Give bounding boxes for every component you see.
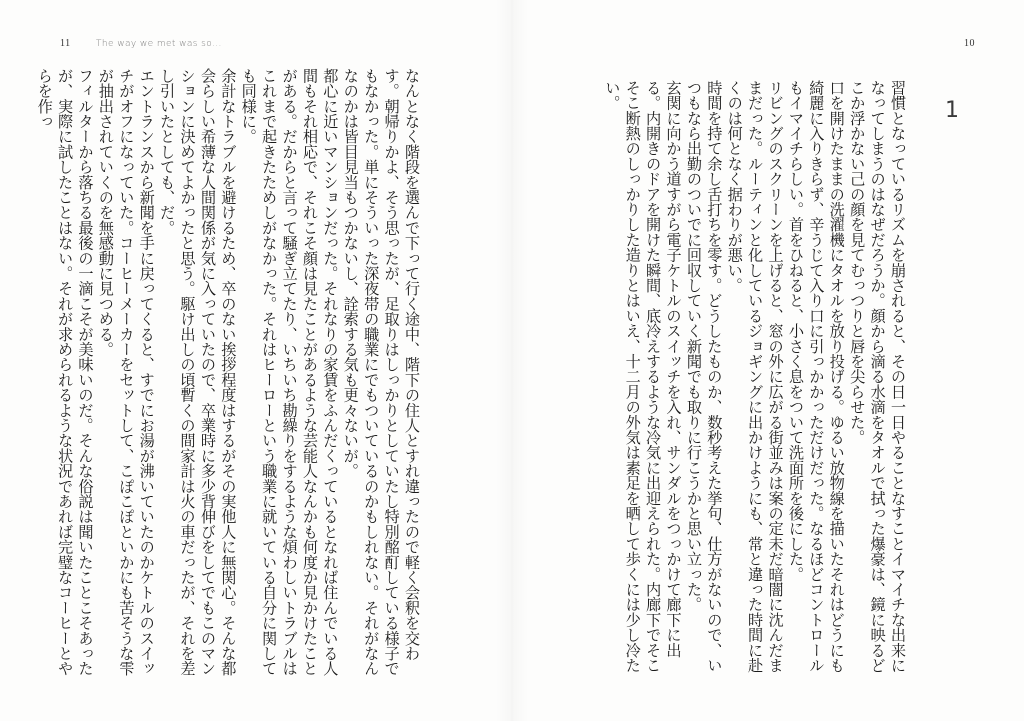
chapter-number: 1 bbox=[945, 98, 959, 123]
paragraph: エントランスから新聞を手に戻ってくると、すでにお湯が沸いていたのかケトルのスイッチがオフになっていた。コーヒーメーカーをセットして、こぽこぽといかにも苦そうな雫が抽出されていくのを無感動に見つめる。 bbox=[96, 68, 156, 676]
paragraph: なんとなく階段を選んで下って行く途中、階下の住人とすれ違ったので軽く会釈を交わす。朝帰りかよ、そう思ったが、足取りはしっかりとしていたし特別酩酊している様子でもなかった。単にそういった深夜帯の職業にでもついているのかもしれない。それがなんなのかは皆目見当もつかないし、詮索する気も更々ないが。 bbox=[341, 68, 421, 676]
paragraph: 習慣となっているリズムを崩されると、その日一日やることなすことイマイチな出来になってしまうのはなぜだろうか。顔から滴る水滴をタオルで拭った爆豪は、鏡に映るどこか浮かない己の顔を見てむっつりと唇を尖らせた。 bbox=[848, 80, 907, 673]
paragraph: 口を開けたままの洗濯機にタオルを放り投げる。ゆるい放物線を描いたそれはどうにも綺麗に入りきらず、辛うじて入り口に引っかかっただけだった。なるほどコントロールもイマイチらしい。首をひねると、小さく息をついて洗面所を後にした。 bbox=[786, 80, 846, 673]
right-page-body bbox=[598, 80, 908, 684]
running-head: The way we met was so... bbox=[96, 39, 222, 49]
page-number: 11 bbox=[60, 38, 71, 49]
paragraph: フィルターから落ちる最後の一滴こそが美味いのだ。そんな俗説は聞いたことこそあったが、実際に試したことはない。それが求められるような状況であれば完璧なコーヒーとやらを作っ bbox=[35, 68, 95, 676]
paragraph: 余計なトラブルを避けるため、卒のない挨拶程度はするがその実他人に無関心。そんな都会らしい希薄な人間関係が気に入っていたので、卒業時に多少背伸びをしてでもこのマンションに決めてよかったと思う。駆け出しの頃暫くの間家計は火の車だったが、それを差し引いたとしても、だ。 bbox=[158, 68, 238, 676]
paragraph: 都心に近いマンションだった。それなりの家賃をふんだくっているとなれば住んでいる人間もそれ相応で、それこそ顔は見たことがあるような芸能人なんかも何度か見かけたことがある。だからと言って騒ぎ立てたり、いちいち勘繰りをするような煩わしいトラブルはこれまで起きたためしがなかった。それはヒーローという職業に就いている自分に関しても同様に。 bbox=[239, 68, 340, 676]
paragraph: リビングのスクリーンを上げると、窓の外に広がる街並みは案の定未だ暗闇に沈んだままだった。ルーティンと化しているジョギングに出かけようにも、常と違った時間に赴くのは何となく据わりが悪い。 bbox=[725, 80, 785, 673]
left-page-body bbox=[35, 68, 422, 684]
page-number: 10 bbox=[964, 38, 975, 49]
paragraph: 時間を持て余し舌打ちを零す。どうしたものか、数秒考えた挙句、仕方がないので、いつもなら出勤のついでに回収していく新聞でも取りに行こうかと思い立った。 bbox=[684, 80, 724, 673]
paragraph: 玄関に向かう道すがら電子ケトルのスイッチを入れ、サンダルをつっかけて廊下に出る。内開きのドアを開けた瞬間、底冷えするような冷気に出迎えられた。内廊下でそこそこ断熱のしっかりした造りとはいえ、十二月の外気は素足を晒して歩くには少し冷たい。 bbox=[603, 80, 683, 673]
